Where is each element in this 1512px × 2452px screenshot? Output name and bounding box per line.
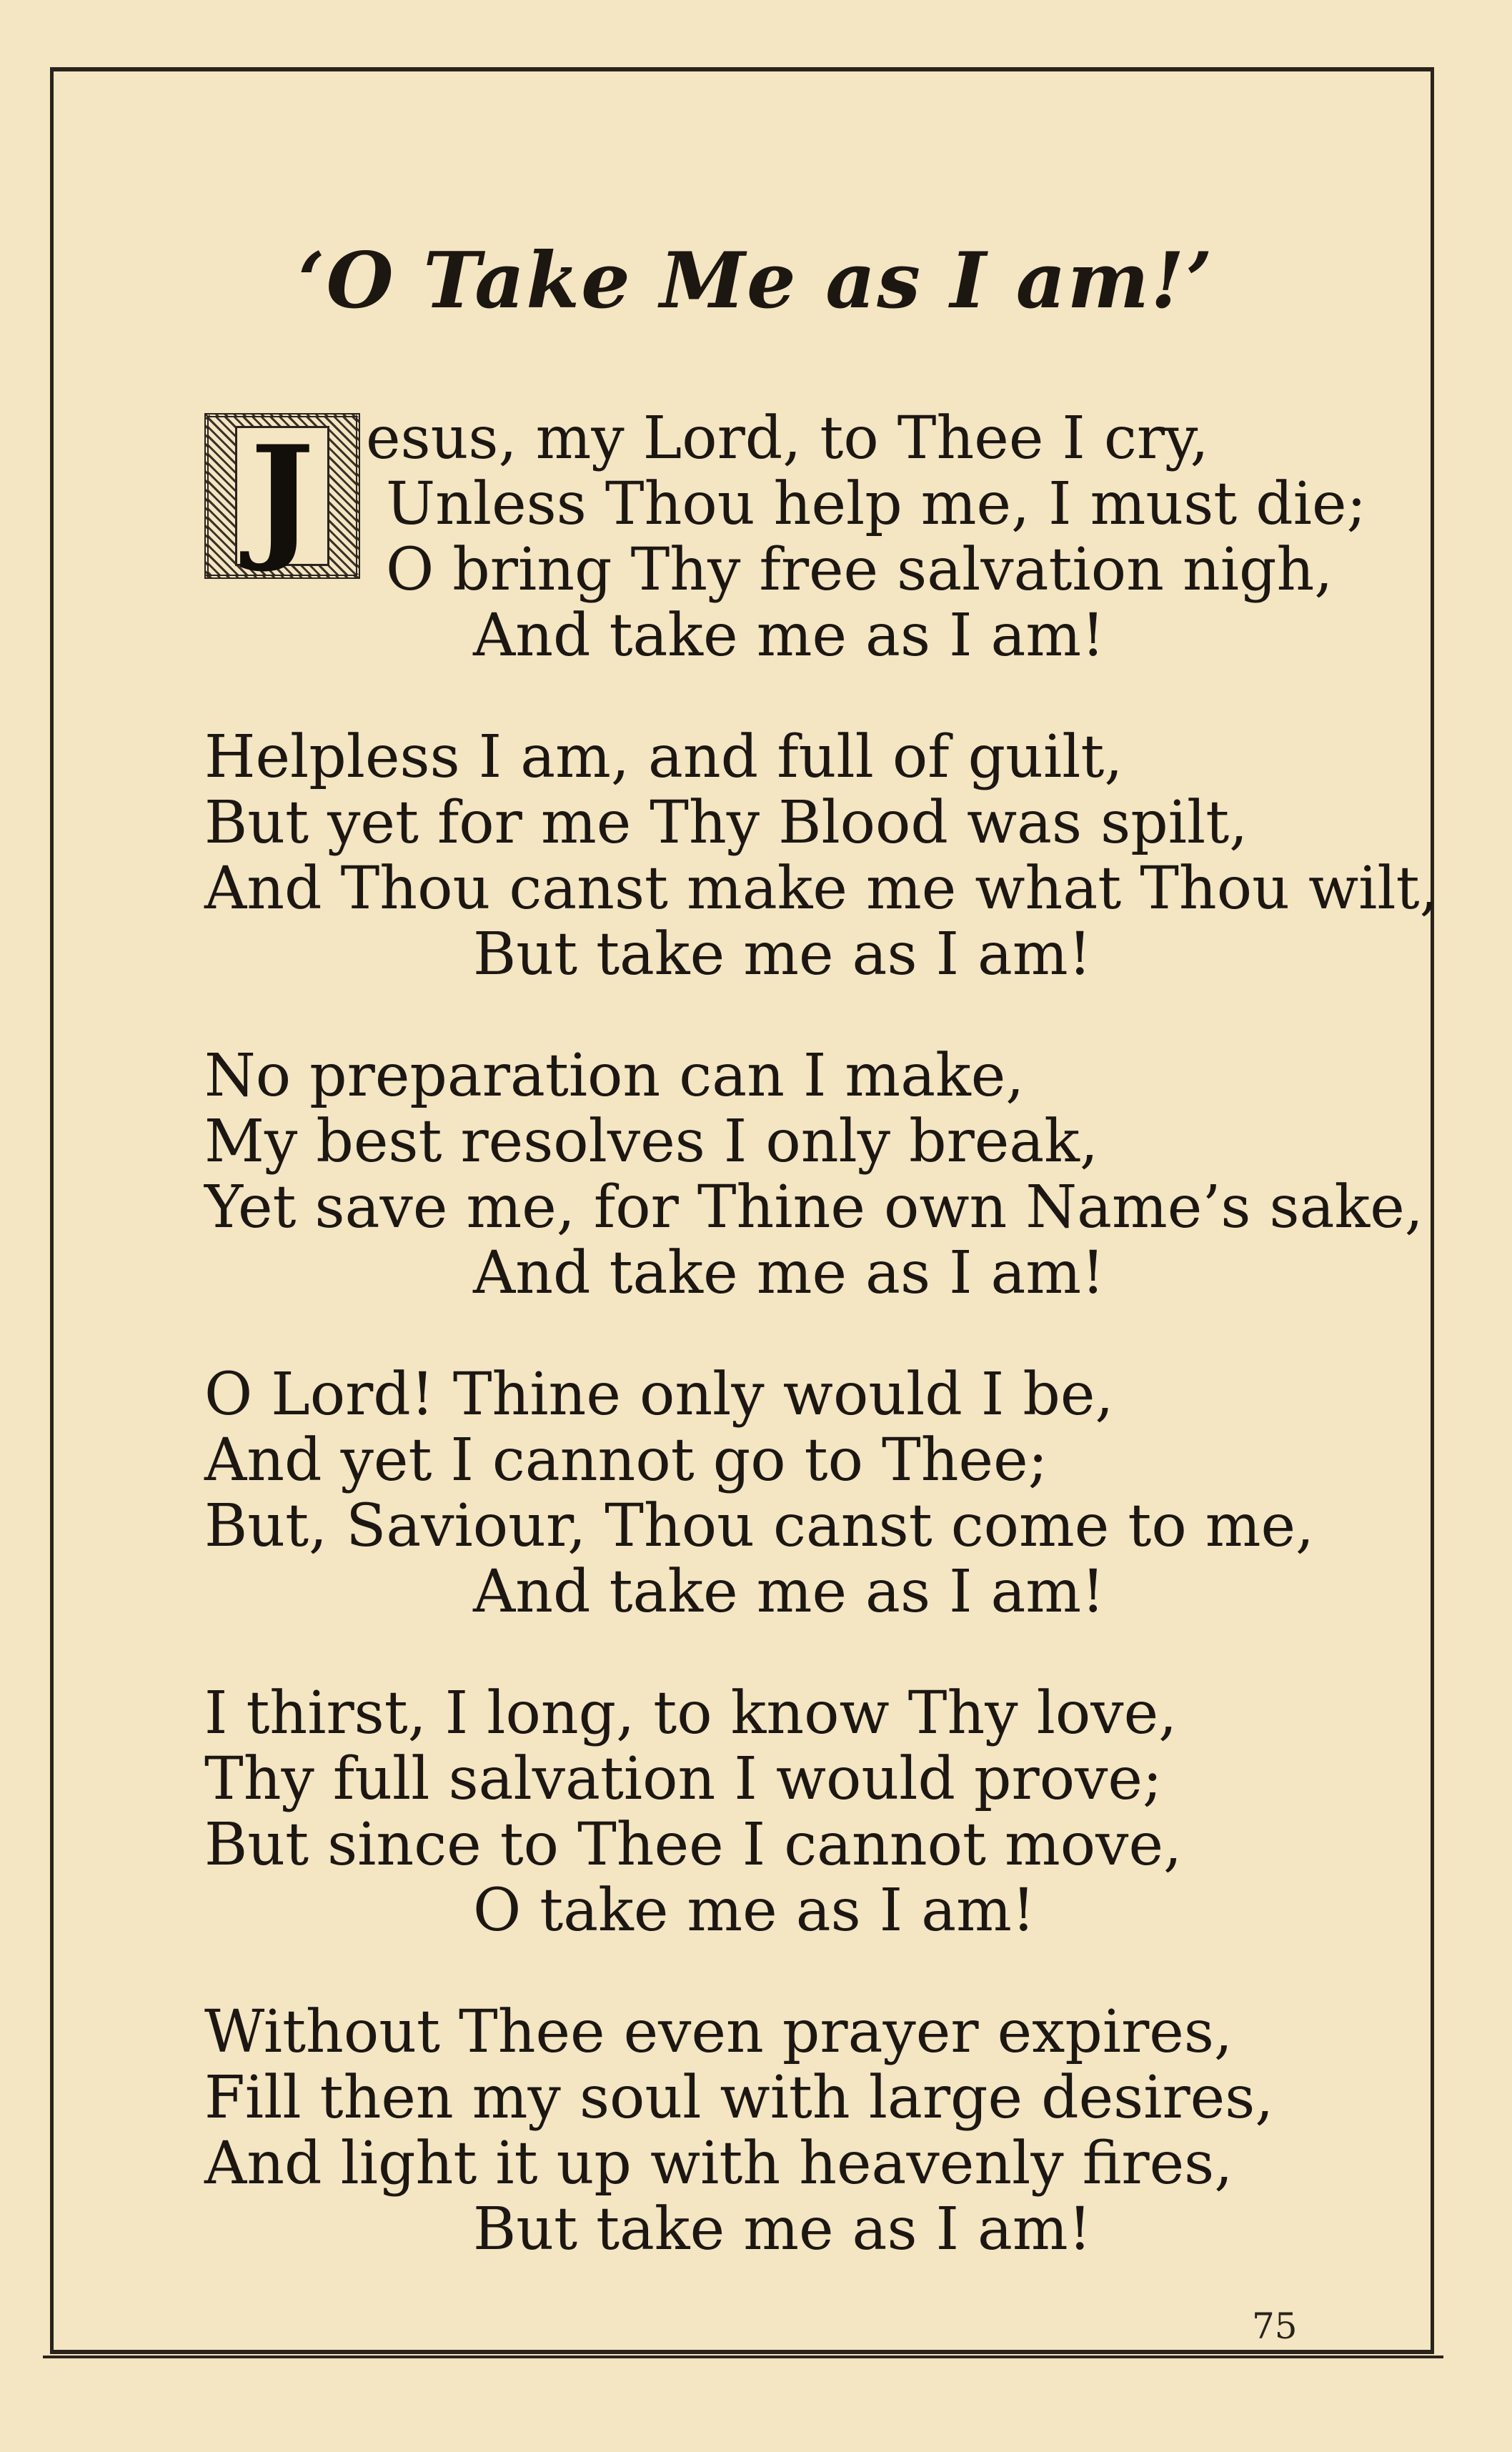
bottom-rule (43, 2356, 1443, 2358)
verse-line: Helpless I am, and full of guilt, (204, 723, 1123, 791)
verse-line: And light it up with heavenly fires, (204, 2130, 1233, 2198)
hymn-title: ‘O Take Me as I am!’ (297, 236, 1215, 326)
stanza-3 (204, 1043, 1423, 1306)
verse-line: But since to Thee I cannot move, (204, 1811, 1183, 1879)
verse-line: No preparation can I make, (204, 1042, 1025, 1110)
verse-refrain: But take me as I am! (473, 920, 1092, 988)
initial-letter: J (235, 426, 329, 566)
verse-refrain: And take me as I am! (473, 1239, 1105, 1307)
verse-line: But, Saviour, Thou canst come to me, (204, 1492, 1315, 1560)
verse-refrain: But take me as I am! (473, 2195, 1092, 2263)
verse-line: My best resolves I only break, (204, 1108, 1098, 1176)
verse-refrain: O take me as I am! (473, 1877, 1035, 1945)
verse-refrain: And take me as I am! (473, 602, 1105, 670)
verse-line: And Thou canst make me what Thou wilt, (204, 855, 1438, 923)
verse-line: Thy full salvation I would prove; (204, 1745, 1163, 1813)
stanza-2 (204, 725, 1438, 988)
verse-line: O Lord! Thine only would I be, (204, 1361, 1114, 1429)
verse-line: I thirst, I long, to know Thy love, (204, 1679, 1178, 1747)
verse-line: Unless Thou help me, I must die; (386, 470, 1367, 538)
verse-line: Yet save me, for Thine own Name’s sake, (204, 1173, 1423, 1241)
verse-refrain: And take me as I am! (473, 1558, 1105, 1626)
verse-line: But yet for me Thy Blood was spilt, (204, 789, 1248, 857)
page-number: 75 (1252, 2305, 1298, 2347)
verse-line: And yet I cannot go to Thee; (204, 1426, 1048, 1494)
verse-line: esus, my Lord, to Thee I cry, (366, 404, 1209, 472)
stanza-4 (204, 1362, 1314, 1625)
verse-line: Fill then my soul with large desires, (204, 2064, 1274, 2132)
stanza-5 (204, 1681, 1182, 1944)
stanza-1 (204, 406, 1366, 669)
stanza-6 (204, 2000, 1273, 2263)
verse-line: O bring Thy free salvation nigh, (386, 536, 1333, 604)
verse-line: Without Thee even prayer expires, (204, 1998, 1233, 2066)
